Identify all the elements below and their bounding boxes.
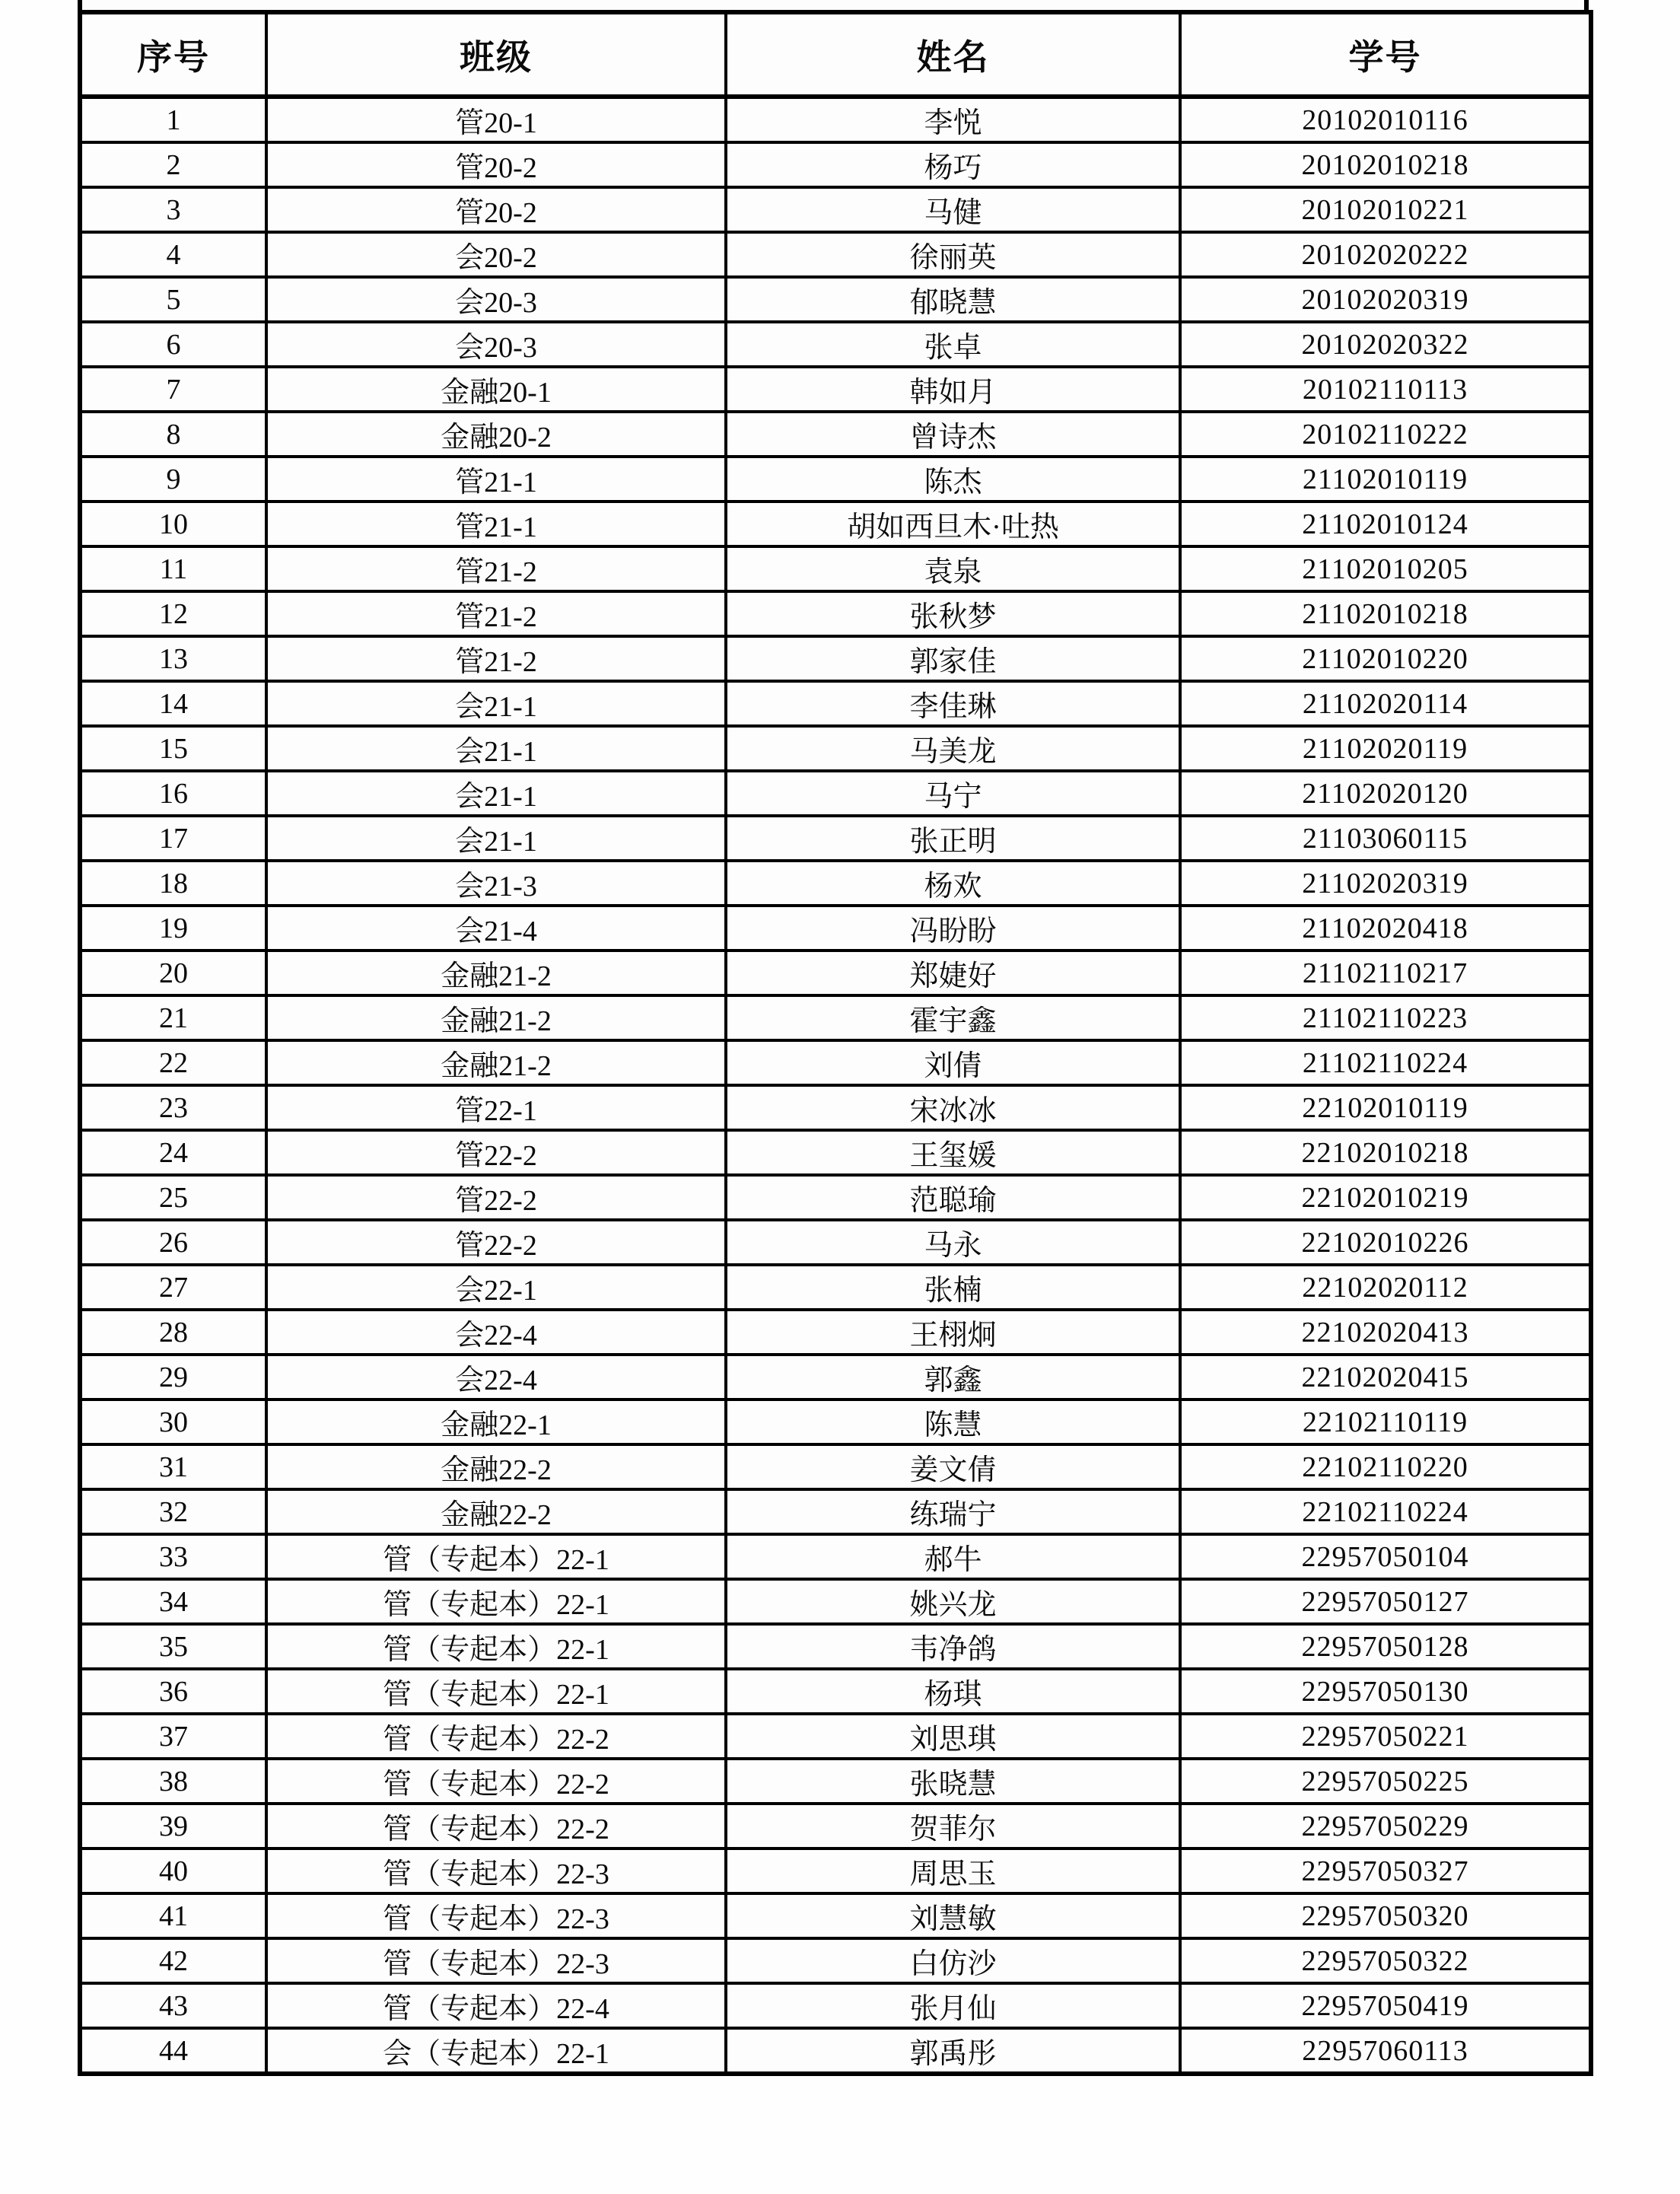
cell-student-id: 21102010220 [1180,636,1591,681]
cell-name: 霍宇鑫 [726,995,1180,1040]
cell-name: 张卓 [726,322,1180,367]
cell-student-id: 20102110113 [1180,367,1591,412]
cell-seq: 26 [80,1220,266,1265]
cell-class: 管20-2 [266,187,726,232]
cell-student-id: 20102010221 [1180,187,1591,232]
table-row [80,906,1591,951]
cell-student-id: 21102010124 [1180,502,1591,546]
cell-student-id: 21102020120 [1180,771,1591,816]
cell-student-id: 22102020413 [1180,1310,1591,1355]
cell-name: 曾诗杰 [726,412,1180,457]
table-row [80,1669,1591,1714]
cell-student-id: 22102010226 [1180,1220,1591,1265]
table-row [80,1400,1591,1444]
cell-class: 管（专起本）22-3 [266,1938,726,1983]
cell-class: 会20-3 [266,322,726,367]
cell-student-id: 22102010218 [1180,1130,1591,1175]
table-row [80,1085,1591,1130]
table-row [80,1893,1591,1938]
cell-class: 金融20-1 [266,367,726,412]
cell-name: 宋冰冰 [726,1085,1180,1130]
table-row [80,726,1591,771]
cell-student-id: 22102020415 [1180,1355,1591,1400]
header-cell-name: 姓名 [726,12,1180,97]
cell-seq: 27 [80,1265,266,1310]
cell-name: 郭禹彤 [726,2028,1180,2074]
cell-student-id: 20102020319 [1180,277,1591,322]
cell-seq: 3 [80,187,266,232]
table-row [80,951,1591,995]
cell-name: 李佳琳 [726,681,1180,726]
cell-name: 刘倩 [726,1040,1180,1085]
table-row [80,546,1591,591]
table-header-row [80,12,1591,97]
cell-class: 管（专起本）22-1 [266,1579,726,1624]
cell-class: 管（专起本）22-2 [266,1714,726,1759]
cell-name: 徐丽英 [726,232,1180,277]
table-row [80,771,1591,816]
cell-class: 管21-1 [266,457,726,502]
cell-name: 张楠 [726,1265,1180,1310]
cell-student-id: 22957060113 [1180,2028,1591,2074]
cell-name: 韦净鸽 [726,1624,1180,1669]
cell-name: 李悦 [726,97,1180,142]
table-row [80,1265,1591,1310]
table-row [80,1355,1591,1400]
cell-seq: 35 [80,1624,266,1669]
cell-class: 管22-2 [266,1220,726,1265]
cell-name: 冯盼盼 [726,906,1180,951]
cell-name: 王栩炯 [726,1310,1180,1355]
table-row [80,1759,1591,1804]
cell-student-id: 21102010119 [1180,457,1591,502]
cell-seq: 44 [80,2028,266,2074]
cell-seq: 4 [80,232,266,277]
cell-class: 管（专起本）22-4 [266,1983,726,2028]
table-row [80,681,1591,726]
cell-name: 张晓慧 [726,1759,1180,1804]
cell-student-id: 22102110224 [1180,1489,1591,1534]
cell-class: 会（专起本）22-1 [266,2028,726,2074]
cell-class: 管20-2 [266,142,726,187]
table-row [80,861,1591,906]
cell-seq: 39 [80,1804,266,1849]
cell-seq: 21 [80,995,266,1040]
cell-class: 会21-1 [266,726,726,771]
cell-seq: 34 [80,1579,266,1624]
student-roster-table [78,10,1593,2076]
table-row [80,1489,1591,1534]
cell-student-id: 22957050322 [1180,1938,1591,1983]
cutoff-row-top [78,0,1589,10]
cell-name: 郑婕好 [726,951,1180,995]
cell-seq: 13 [80,636,266,681]
cell-student-id: 21102110224 [1180,1040,1591,1085]
cell-name: 郭鑫 [726,1355,1180,1400]
cell-name: 袁泉 [726,546,1180,591]
cell-student-id: 22102020112 [1180,1265,1591,1310]
cell-name: 姜文倩 [726,1444,1180,1489]
cell-student-id: 21102020319 [1180,861,1591,906]
table-row [80,1534,1591,1579]
cell-class: 会21-4 [266,906,726,951]
table-row [80,412,1591,457]
cell-name: 陈杰 [726,457,1180,502]
cell-seq: 6 [80,322,266,367]
cell-class: 管（专起本）22-3 [266,1849,726,1893]
header-cell-seq: 序号 [80,12,266,97]
cell-student-id: 21102010218 [1180,591,1591,636]
cell-seq: 22 [80,1040,266,1085]
cell-seq: 32 [80,1489,266,1534]
table-row [80,367,1591,412]
cell-class: 管（专起本）22-2 [266,1804,726,1849]
cell-student-id: 22957050128 [1180,1624,1591,1669]
cell-student-id: 22957050327 [1180,1849,1591,1893]
cell-name: 郁晓慧 [726,277,1180,322]
table-row [80,502,1591,546]
table-row [80,636,1591,681]
cell-student-id: 22957050229 [1180,1804,1591,1849]
cell-class: 管21-2 [266,591,726,636]
table-row [80,1983,1591,2028]
cell-seq: 41 [80,1893,266,1938]
cell-class: 管（专起本）22-3 [266,1893,726,1938]
cell-name: 胡如西旦木·吐热 [726,502,1180,546]
cell-name: 刘慧敏 [726,1893,1180,1938]
cell-name: 白仿沙 [726,1938,1180,1983]
cell-class: 金融22-2 [266,1444,726,1489]
cell-seq: 24 [80,1130,266,1175]
table-row [80,1938,1591,1983]
table-row [80,1175,1591,1220]
cell-student-id: 21102020114 [1180,681,1591,726]
cell-seq: 33 [80,1534,266,1579]
cell-seq: 19 [80,906,266,951]
cell-class: 会22-4 [266,1355,726,1400]
cell-student-id: 22957050127 [1180,1579,1591,1624]
cell-seq: 37 [80,1714,266,1759]
table-row [80,322,1591,367]
cell-student-id: 22102010119 [1180,1085,1591,1130]
cell-class: 金融22-1 [266,1400,726,1444]
cell-class: 金融20-2 [266,412,726,457]
table-row [80,97,1591,142]
cell-student-id: 22957050221 [1180,1714,1591,1759]
table-row [80,1714,1591,1759]
cell-student-id: 22102110220 [1180,1444,1591,1489]
cell-seq: 42 [80,1938,266,1983]
cell-seq: 10 [80,502,266,546]
table-row [80,1624,1591,1669]
table-row [80,1130,1591,1175]
cell-seq: 7 [80,367,266,412]
cell-name: 杨琪 [726,1669,1180,1714]
cell-class: 金融21-2 [266,1040,726,1085]
cell-student-id: 21102020119 [1180,726,1591,771]
cell-name: 张正明 [726,816,1180,861]
table-row [80,1220,1591,1265]
cell-student-id: 21102020418 [1180,906,1591,951]
cell-seq: 40 [80,1849,266,1893]
cell-class: 管（专起本）22-1 [266,1624,726,1669]
cell-class: 金融21-2 [266,951,726,995]
table-row [80,187,1591,232]
cell-class: 管21-2 [266,636,726,681]
cell-name: 张月仙 [726,1983,1180,2028]
cell-name: 马健 [726,187,1180,232]
cell-seq: 23 [80,1085,266,1130]
cell-class: 管22-1 [266,1085,726,1130]
cell-class: 会20-3 [266,277,726,322]
cell-seq: 15 [80,726,266,771]
cell-seq: 16 [80,771,266,816]
cell-class: 会21-1 [266,771,726,816]
cell-name: 贺菲尔 [726,1804,1180,1849]
cell-student-id: 22957050130 [1180,1669,1591,1714]
cell-class: 会22-4 [266,1310,726,1355]
cell-student-id: 21102110217 [1180,951,1591,995]
cell-student-id: 21103060115 [1180,816,1591,861]
cell-seq: 2 [80,142,266,187]
cell-name: 马宁 [726,771,1180,816]
cell-name: 刘思琪 [726,1714,1180,1759]
table-row [80,995,1591,1040]
table-row [80,1310,1591,1355]
cell-student-id: 22102110119 [1180,1400,1591,1444]
cell-student-id: 22957050104 [1180,1534,1591,1579]
cell-class: 管（专起本）22-2 [266,1759,726,1804]
cell-class: 管（专起本）22-1 [266,1534,726,1579]
header-cell-student-id: 学号 [1180,12,1591,97]
cell-class: 管22-2 [266,1175,726,1220]
cell-class: 管21-1 [266,502,726,546]
cell-seq: 29 [80,1355,266,1400]
cell-name: 杨欢 [726,861,1180,906]
cell-name: 张秋梦 [726,591,1180,636]
cell-seq: 14 [80,681,266,726]
table-row [80,2028,1591,2074]
header-cell-class: 班级 [266,12,726,97]
cell-name: 王玺媛 [726,1130,1180,1175]
cell-seq: 5 [80,277,266,322]
cell-class: 金融21-2 [266,995,726,1040]
cell-seq: 28 [80,1310,266,1355]
cell-seq: 31 [80,1444,266,1489]
cell-name: 陈慧 [726,1400,1180,1444]
table-row [80,277,1591,322]
table-row [80,816,1591,861]
cell-seq: 8 [80,412,266,457]
cell-class: 管（专起本）22-1 [266,1669,726,1714]
cell-name: 姚兴龙 [726,1579,1180,1624]
cell-name: 马永 [726,1220,1180,1265]
table-row [80,591,1591,636]
cell-student-id: 22957050419 [1180,1983,1591,2028]
table-row [80,1849,1591,1893]
cell-seq: 9 [80,457,266,502]
cell-seq: 1 [80,97,266,142]
cell-class: 管22-2 [266,1130,726,1175]
cell-name: 郭家佳 [726,636,1180,681]
cell-student-id: 20102020322 [1180,322,1591,367]
table-row [80,1579,1591,1624]
cell-class: 会22-1 [266,1265,726,1310]
table-row [80,142,1591,187]
cell-class: 管20-1 [266,97,726,142]
cell-class: 会21-3 [266,861,726,906]
cell-seq: 43 [80,1983,266,2028]
cell-seq: 12 [80,591,266,636]
cell-name: 练瑞宁 [726,1489,1180,1534]
cell-student-id: 20102010218 [1180,142,1591,187]
cell-name: 杨巧 [726,142,1180,187]
cell-seq: 38 [80,1759,266,1804]
cell-class: 金融22-2 [266,1489,726,1534]
cell-class: 管21-2 [266,546,726,591]
cell-seq: 18 [80,861,266,906]
table-row [80,1040,1591,1085]
cell-name: 马美龙 [726,726,1180,771]
cell-student-id: 22102010219 [1180,1175,1591,1220]
cell-student-id: 20102020222 [1180,232,1591,277]
cell-seq: 20 [80,951,266,995]
table-row [80,232,1591,277]
cell-name: 韩如月 [726,367,1180,412]
cell-name: 范聪瑜 [726,1175,1180,1220]
cell-class: 会21-1 [266,681,726,726]
cell-name: 郝牛 [726,1534,1180,1579]
cell-seq: 25 [80,1175,266,1220]
table-row [80,1444,1591,1489]
cell-student-id: 21102010205 [1180,546,1591,591]
cell-student-id: 20102010116 [1180,97,1591,142]
cell-student-id: 20102110222 [1180,412,1591,457]
cell-seq: 36 [80,1669,266,1714]
cell-name: 周思玉 [726,1849,1180,1893]
cell-student-id: 22957050225 [1180,1759,1591,1804]
table-row [80,457,1591,502]
cell-class: 会21-1 [266,816,726,861]
cell-student-id: 22957050320 [1180,1893,1591,1938]
cell-seq: 30 [80,1400,266,1444]
cell-seq: 11 [80,546,266,591]
cell-class: 会20-2 [266,232,726,277]
table-row [80,1804,1591,1849]
cell-student-id: 21102110223 [1180,995,1591,1040]
cell-seq: 17 [80,816,266,861]
